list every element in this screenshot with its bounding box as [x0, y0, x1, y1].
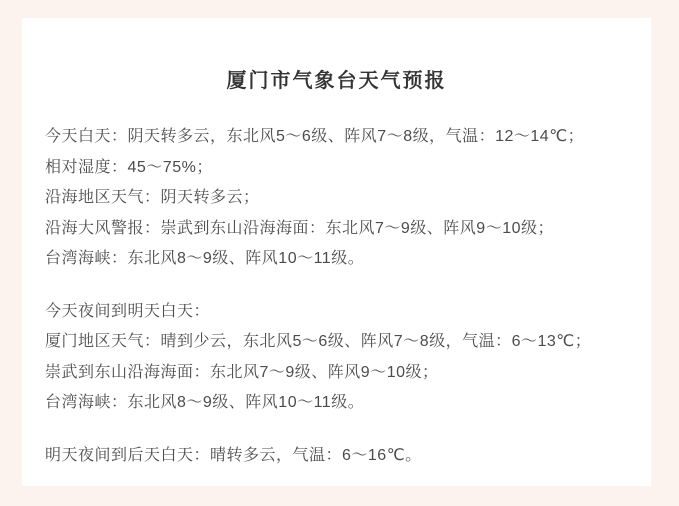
forecast-line: 今天夜间到明天白天： — [45, 302, 211, 320]
forecast-line: 厦门地区天气：晴到少云，东北风5～6级、阵风7～8级，气温：6～13℃； — [45, 333, 592, 351]
forecast-line: 相对湿度：45～75%； — [45, 158, 213, 176]
forecast-card — [22, 18, 651, 486]
forecast-line: 今天白天：阴天转多云，东北风5～6级、阵风7～8级，气温：12～14℃； — [45, 128, 585, 146]
page-title: 厦门市气象台天气预报 — [226, 70, 447, 93]
forecast-line: 明天夜间到后天白天：晴转多云，气温：6～16℃。 — [45, 446, 422, 464]
forecast-line: 台湾海峡：东北风8～9级、阵风10～11级。 — [45, 250, 365, 268]
section-today-daytime — [45, 122, 628, 275]
forecast-line: 台湾海峡：东北风8～9级、阵风10～11级。 — [45, 394, 365, 412]
section-tonight-to-tomorrow — [45, 297, 628, 419]
forecast-content — [22, 122, 651, 471]
forecast-line: 崇武到东山沿海海面：东北风7～9级、阵风9～10级； — [45, 363, 439, 381]
section-tomorrow-night-to-day-after — [45, 441, 628, 472]
forecast-line: 沿海大风警报：崇武到东山沿海海面：东北风7～9级、阵风9～10级； — [45, 219, 554, 237]
forecast-line: 沿海地区天气：阴天转多云； — [45, 189, 260, 207]
